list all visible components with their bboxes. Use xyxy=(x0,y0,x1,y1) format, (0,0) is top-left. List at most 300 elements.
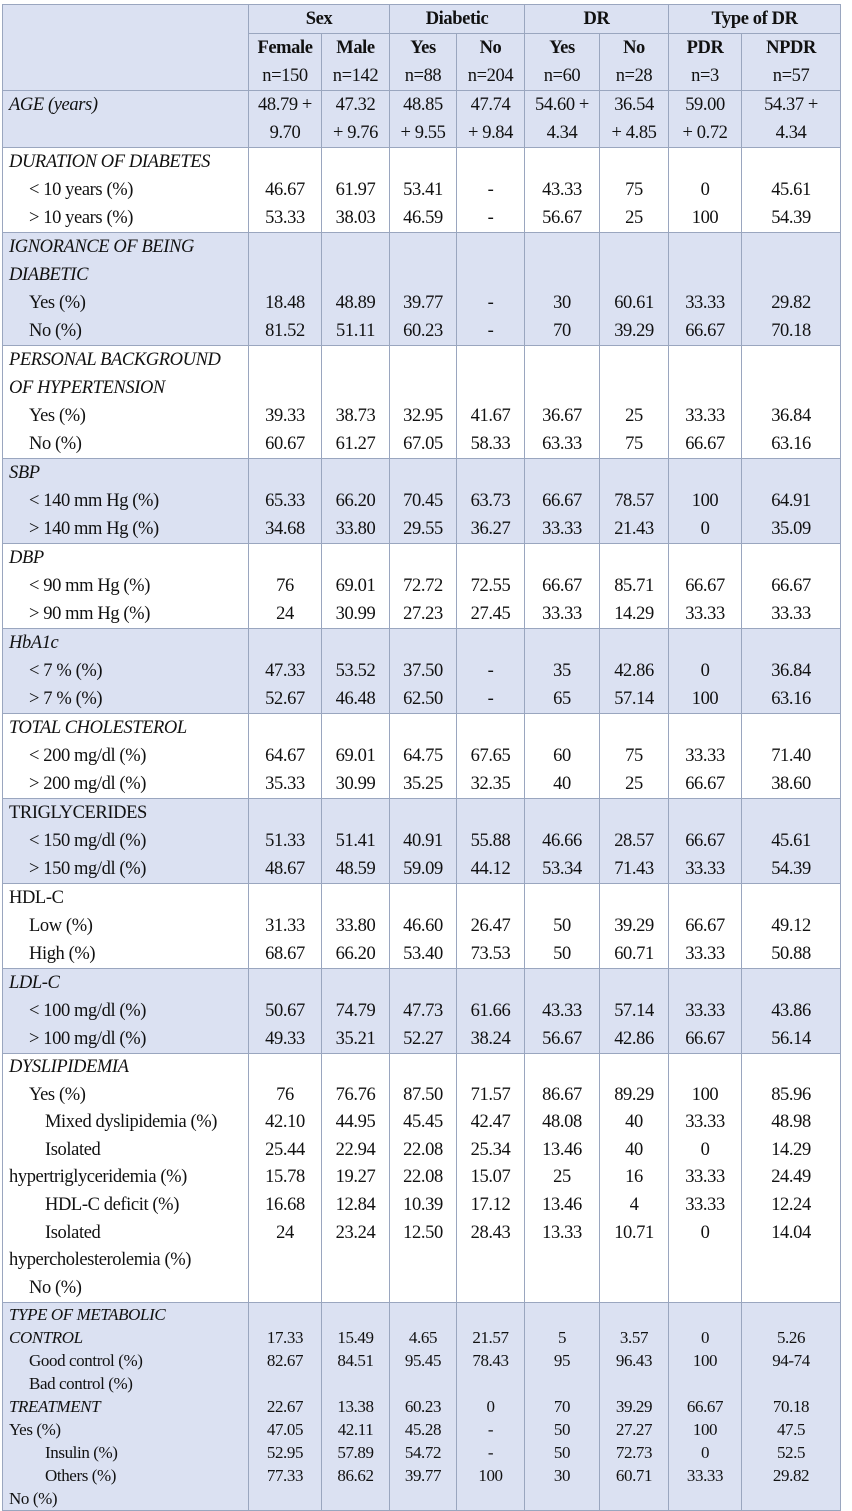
cell-value xyxy=(669,261,741,289)
cell-value xyxy=(457,261,524,289)
value-cell xyxy=(322,346,390,459)
row-label: No (%) xyxy=(29,321,82,341)
row-label: < 200 mg/dl (%) xyxy=(29,746,146,766)
cell-value: 36.84 xyxy=(771,661,811,681)
cell-value xyxy=(390,374,456,402)
cell-value: 15.49 xyxy=(337,1328,374,1348)
value-cell xyxy=(390,233,457,346)
cell-value: 50 xyxy=(553,1443,571,1463)
cell-value: 16.68 xyxy=(265,1194,305,1215)
cell-value: 53.52 xyxy=(335,661,376,681)
cell-value xyxy=(525,1247,599,1275)
cell-value: 54.37 + xyxy=(764,95,818,115)
cell-value: 56.67 xyxy=(542,208,582,228)
cell-value: + 9.55 xyxy=(400,123,446,143)
cell-value xyxy=(742,374,840,402)
row-label: High (%) xyxy=(29,944,96,964)
cell-value xyxy=(742,799,840,827)
cell-value xyxy=(249,629,321,657)
value-cell xyxy=(669,714,742,799)
subheader-count: n=57 xyxy=(772,66,810,86)
cell-value: 54.60 + xyxy=(535,95,589,115)
cell-value: 22.08 xyxy=(403,1167,443,1188)
cell-value: 40 xyxy=(625,1112,643,1133)
cell-value: 14.29 xyxy=(614,604,654,624)
cell-value: 100 xyxy=(691,491,719,511)
cell-value xyxy=(600,346,668,374)
value-cell xyxy=(390,884,457,969)
cell-value: 17.12 xyxy=(470,1194,511,1215)
cell-value xyxy=(525,346,599,374)
cell-value xyxy=(249,459,321,487)
cell-value xyxy=(390,233,456,261)
cell-value xyxy=(600,233,668,261)
cell-value xyxy=(322,148,389,176)
cell-value xyxy=(249,261,321,289)
value-cell xyxy=(249,91,322,148)
cell-value: 55.88 xyxy=(470,831,511,851)
cell-value: 15.07 xyxy=(470,1167,511,1188)
value-cell xyxy=(457,148,525,233)
subheader-label: Male xyxy=(336,38,375,58)
cell-value xyxy=(390,884,456,912)
cell-value: 67.65 xyxy=(470,746,511,766)
cell-value: 28.57 xyxy=(614,831,654,851)
cell-value xyxy=(600,1054,668,1082)
row-label-cell xyxy=(3,148,249,233)
cell-value xyxy=(669,714,741,742)
cell-value xyxy=(457,346,524,374)
row-label: Yes (%) xyxy=(29,293,86,313)
cell-value: 3.57 xyxy=(619,1328,649,1348)
cell-value: 26.47 xyxy=(470,916,511,936)
cell-value xyxy=(322,374,389,402)
subheader-label: Yes xyxy=(410,38,436,58)
cell-value: 73.53 xyxy=(470,944,511,964)
row-label: > 100 mg/dl (%) xyxy=(29,1029,146,1049)
group-header-row xyxy=(3,5,841,34)
cell-value: 29.82 xyxy=(772,1466,810,1486)
value-cell xyxy=(322,799,390,884)
cell-value xyxy=(457,148,524,176)
cell-value: 30.99 xyxy=(335,774,376,794)
cell-value xyxy=(249,148,321,176)
row-label: Isolated xyxy=(45,1222,101,1243)
cell-value xyxy=(600,629,668,657)
value-cell xyxy=(600,91,669,148)
cell-value: 25.34 xyxy=(470,1139,511,1160)
value-cell xyxy=(525,629,600,714)
cell-value: 42.11 xyxy=(337,1420,374,1440)
value-cell xyxy=(390,969,457,1054)
cell-value: + 9.76 xyxy=(332,123,379,143)
value-cell xyxy=(249,346,322,459)
subheader-label: No xyxy=(479,38,502,58)
cell-value: 89.29 xyxy=(614,1084,654,1105)
value-cell xyxy=(390,799,457,884)
value-cell xyxy=(249,1303,322,1511)
row-label: > 200 mg/dl (%) xyxy=(29,774,146,794)
subheader-count: n=142 xyxy=(332,66,379,86)
cell-value xyxy=(525,1303,599,1326)
cell-value: 34.68 xyxy=(265,519,305,539)
row-label: DYSLIPIDEMIA xyxy=(9,1057,129,1077)
cell-value: 62.50 xyxy=(403,689,443,709)
cell-value xyxy=(457,714,524,742)
cell-value xyxy=(742,884,840,912)
cell-value: 43.33 xyxy=(542,180,582,200)
cell-value: 96.43 xyxy=(615,1351,653,1371)
cell-value: 95.45 xyxy=(404,1351,442,1371)
row-label: Isolated xyxy=(45,1139,101,1160)
row-label: No (%) xyxy=(29,434,82,454)
cell-value: 76 xyxy=(276,576,294,596)
cell-value: 47.5 xyxy=(776,1420,806,1440)
cell-value: 31.33 xyxy=(265,916,305,936)
cell-value: 70.18 xyxy=(771,321,811,341)
cell-value: 35.33 xyxy=(265,774,305,794)
cell-value xyxy=(457,629,524,657)
cell-value: 56.67 xyxy=(542,1029,582,1049)
cell-value: 45.61 xyxy=(771,831,811,851)
cell-value: 50 xyxy=(553,916,571,936)
cell-value xyxy=(669,1372,741,1395)
table-row xyxy=(3,544,841,629)
cell-value xyxy=(669,1487,741,1510)
table-row xyxy=(3,1054,841,1303)
value-cell xyxy=(525,459,600,544)
cell-value: 58.33 xyxy=(470,434,511,454)
cell-value: 49.33 xyxy=(265,1029,305,1049)
cell-value: 60 xyxy=(553,746,571,766)
subheader-count: n=150 xyxy=(262,66,308,86)
value-cell xyxy=(600,1054,669,1303)
cell-value: 60.71 xyxy=(615,1466,653,1486)
cell-value: 15.78 xyxy=(265,1167,305,1188)
value-cell xyxy=(457,969,525,1054)
cell-value: 50 xyxy=(553,944,571,964)
subheader-cell xyxy=(457,34,525,91)
cell-value xyxy=(322,1275,389,1303)
cell-value xyxy=(742,1275,840,1303)
value-cell xyxy=(669,91,742,148)
cell-value xyxy=(600,148,668,176)
value-cell xyxy=(322,1303,390,1511)
cell-value xyxy=(457,233,524,261)
cell-value: - xyxy=(487,689,494,709)
value-cell xyxy=(322,91,390,148)
cell-value: 52.67 xyxy=(265,689,305,709)
value-cell xyxy=(669,148,742,233)
cell-value: 10.71 xyxy=(614,1222,654,1243)
cell-value xyxy=(742,629,840,657)
row-label: < 10 years (%) xyxy=(29,180,133,200)
cell-value: 19.27 xyxy=(335,1167,376,1188)
row-label-cell xyxy=(3,969,249,1054)
cell-value xyxy=(525,1054,599,1082)
value-cell xyxy=(742,346,841,459)
value-cell xyxy=(390,459,457,544)
row-label: > 7 % (%) xyxy=(29,689,103,709)
cell-value xyxy=(742,233,840,261)
value-cell xyxy=(390,629,457,714)
subheader-cell xyxy=(600,34,669,91)
cell-value: 42.86 xyxy=(614,661,654,681)
cell-value xyxy=(525,459,599,487)
cell-value: 13.33 xyxy=(542,1222,582,1243)
cell-value: 4.65 xyxy=(408,1328,438,1348)
value-cell xyxy=(525,1054,600,1303)
cell-value xyxy=(742,714,840,742)
cell-value: 70.45 xyxy=(403,491,443,511)
value-cell xyxy=(600,459,669,544)
cell-value: 65 xyxy=(553,689,571,709)
cell-value: 46.60 xyxy=(403,916,443,936)
cell-value xyxy=(457,1487,524,1510)
value-cell xyxy=(249,799,322,884)
cell-value: 66.67 xyxy=(686,1397,724,1417)
cell-value: 43.33 xyxy=(542,1001,582,1021)
cell-value: 51.11 xyxy=(336,321,375,341)
row-label-cell xyxy=(3,346,249,459)
cell-value: 36.54 xyxy=(614,95,654,115)
value-cell xyxy=(669,346,742,459)
cell-value: 13.46 xyxy=(542,1194,582,1215)
cell-value: 76.76 xyxy=(335,1084,376,1105)
row-label: Others (%) xyxy=(45,1466,117,1486)
cell-value: 61.27 xyxy=(335,434,376,454)
cell-value: 78.43 xyxy=(472,1351,509,1371)
group-header-dr: DR xyxy=(525,5,669,34)
cell-value xyxy=(322,629,389,657)
value-cell xyxy=(742,1303,841,1511)
cell-value xyxy=(600,969,668,997)
cell-value xyxy=(390,1275,456,1303)
cell-value: 57.14 xyxy=(614,1001,654,1021)
cell-value: 61.97 xyxy=(335,180,376,200)
value-cell xyxy=(457,1054,525,1303)
value-cell xyxy=(322,629,390,714)
cell-value: 54.39 xyxy=(771,208,811,228)
cell-value: 100 xyxy=(691,689,719,709)
cell-value: 44.95 xyxy=(335,1112,376,1133)
value-cell xyxy=(600,233,669,346)
cell-value: - xyxy=(487,293,494,313)
cell-value: 4.34 xyxy=(775,123,807,143)
cell-value: 33.80 xyxy=(335,519,376,539)
cell-value: 51.33 xyxy=(265,831,305,851)
cell-value: 52.5 xyxy=(776,1443,806,1463)
cell-value xyxy=(390,714,456,742)
cell-value: 68.67 xyxy=(265,944,305,964)
cell-value xyxy=(600,714,668,742)
value-cell xyxy=(742,799,841,884)
cell-value: - xyxy=(487,1443,494,1463)
cell-value: 42.47 xyxy=(470,1112,511,1133)
cell-value: 57.89 xyxy=(337,1443,374,1463)
value-cell xyxy=(249,148,322,233)
value-cell xyxy=(525,1303,600,1511)
row-label: Low (%) xyxy=(29,916,93,936)
cell-value: 27.45 xyxy=(470,604,511,624)
cell-value: 33.33 xyxy=(685,604,725,624)
table-row xyxy=(3,91,841,148)
row-label: TREATMENT xyxy=(9,1397,101,1417)
value-cell xyxy=(742,629,841,714)
table-row xyxy=(3,629,841,714)
value-cell xyxy=(390,346,457,459)
cell-value: 36.27 xyxy=(470,519,511,539)
cell-value: 5 xyxy=(557,1328,567,1348)
cell-value: - xyxy=(487,208,494,228)
cell-value: 47.74 xyxy=(470,95,511,115)
cell-value: 49.12 xyxy=(771,916,811,936)
cell-value: 37.50 xyxy=(403,661,443,681)
cell-value: 22.67 xyxy=(266,1397,304,1417)
cell-value xyxy=(322,1247,389,1275)
row-label: No (%) xyxy=(9,1489,58,1509)
row-label-cell xyxy=(3,884,249,969)
cell-value: 10.39 xyxy=(403,1194,443,1215)
value-cell xyxy=(390,714,457,799)
cell-value: 52.95 xyxy=(266,1443,304,1463)
cell-value: 40.91 xyxy=(403,831,443,851)
cell-value: 33.33 xyxy=(685,1112,725,1133)
cell-value: 66.67 xyxy=(685,831,725,851)
cell-value xyxy=(322,233,389,261)
cell-value: 33.33 xyxy=(685,1194,725,1215)
cell-value xyxy=(669,459,741,487)
cell-value xyxy=(525,884,599,912)
cell-value: 45.28 xyxy=(404,1420,442,1440)
cell-value: 82.67 xyxy=(266,1351,304,1371)
cell-value: 35 xyxy=(553,661,571,681)
cell-value xyxy=(742,261,840,289)
value-cell xyxy=(390,544,457,629)
cell-value: 14.04 xyxy=(771,1222,811,1243)
row-label: > 10 years (%) xyxy=(29,208,133,228)
cell-value: 46.59 xyxy=(403,208,443,228)
cell-value xyxy=(742,1372,840,1395)
cell-value xyxy=(322,459,389,487)
subheader-count: n=88 xyxy=(404,66,442,86)
value-cell xyxy=(457,459,525,544)
value-cell xyxy=(390,91,457,148)
cell-value: 64.91 xyxy=(771,491,811,511)
cell-value: 59.00 xyxy=(685,95,725,115)
cell-value: 30.99 xyxy=(335,604,376,624)
value-cell xyxy=(600,1303,669,1511)
table-body xyxy=(3,91,841,1511)
row-label: HbA1c xyxy=(9,633,59,653)
value-cell xyxy=(249,544,322,629)
cell-value xyxy=(249,1372,321,1395)
cell-value: 40 xyxy=(553,774,571,794)
cell-value: 70 xyxy=(553,321,571,341)
cell-value: 78.57 xyxy=(614,491,654,511)
cell-value: 0 xyxy=(700,1328,710,1348)
cell-value: 66.67 xyxy=(685,434,725,454)
cell-value xyxy=(600,1303,668,1326)
cell-value: 25 xyxy=(625,406,643,426)
cell-value: 75 xyxy=(625,434,643,454)
cell-value: 29.82 xyxy=(771,293,811,313)
cell-value xyxy=(457,1275,524,1303)
cell-value: 33.33 xyxy=(685,1001,725,1021)
value-cell xyxy=(457,346,525,459)
value-cell xyxy=(525,346,600,459)
value-cell xyxy=(742,714,841,799)
cell-value: 66.20 xyxy=(335,944,376,964)
row-label: Good control (%) xyxy=(29,1351,143,1371)
cell-value: 39.77 xyxy=(403,293,443,313)
row-label: HDL-C deficit (%) xyxy=(45,1194,179,1215)
row-label: LDL-C xyxy=(9,973,60,993)
cell-value: 12.84 xyxy=(335,1194,376,1215)
cell-value: 35.21 xyxy=(335,1029,376,1049)
cell-value: 60.23 xyxy=(403,321,443,341)
cell-value xyxy=(322,261,389,289)
cell-value xyxy=(390,1054,456,1082)
cell-value: 5.26 xyxy=(776,1328,806,1348)
row-label: PERSONAL BACKGROUND xyxy=(9,350,221,370)
value-cell xyxy=(669,884,742,969)
value-cell xyxy=(525,91,600,148)
cell-value xyxy=(742,148,840,176)
cell-value: 71.40 xyxy=(771,746,811,766)
cell-value: 25 xyxy=(625,774,643,794)
cell-value: 45.45 xyxy=(403,1112,443,1133)
value-cell xyxy=(600,544,669,629)
row-label: > 140 mm Hg (%) xyxy=(29,519,159,539)
cell-value xyxy=(322,346,389,374)
cell-value: 95 xyxy=(553,1351,571,1371)
cell-value xyxy=(390,1303,456,1326)
row-label: Insulin (%) xyxy=(45,1443,118,1463)
value-cell xyxy=(390,1054,457,1303)
cell-value xyxy=(669,1054,741,1082)
row-label: > 150 mg/dl (%) xyxy=(29,859,146,879)
value-cell xyxy=(390,1303,457,1511)
cell-value: 4 xyxy=(629,1194,639,1215)
row-label-cell xyxy=(3,544,249,629)
cell-value: 39.29 xyxy=(614,321,654,341)
cell-value: 87.50 xyxy=(403,1084,443,1105)
cell-value xyxy=(742,544,840,572)
cell-value: 22.94 xyxy=(335,1139,376,1160)
cell-value xyxy=(457,969,524,997)
row-label: IGNORANCE OF BEING xyxy=(9,237,194,257)
subheader-cell xyxy=(390,34,457,91)
value-cell xyxy=(457,629,525,714)
value-cell xyxy=(525,969,600,1054)
cell-value: 36.67 xyxy=(542,406,582,426)
cell-value xyxy=(390,544,456,572)
cell-value: 48.67 xyxy=(265,859,305,879)
cell-value xyxy=(390,459,456,487)
value-cell xyxy=(249,629,322,714)
cell-value: 33.33 xyxy=(542,519,582,539)
cell-value xyxy=(669,799,741,827)
value-cell xyxy=(525,714,600,799)
cell-value xyxy=(249,799,321,827)
cell-value: 40 xyxy=(625,1139,643,1160)
cell-value: 24 xyxy=(276,604,294,624)
cell-value: 13.46 xyxy=(542,1139,582,1160)
cell-value xyxy=(600,459,668,487)
row-label-cell xyxy=(3,91,249,148)
cell-value xyxy=(525,148,599,176)
